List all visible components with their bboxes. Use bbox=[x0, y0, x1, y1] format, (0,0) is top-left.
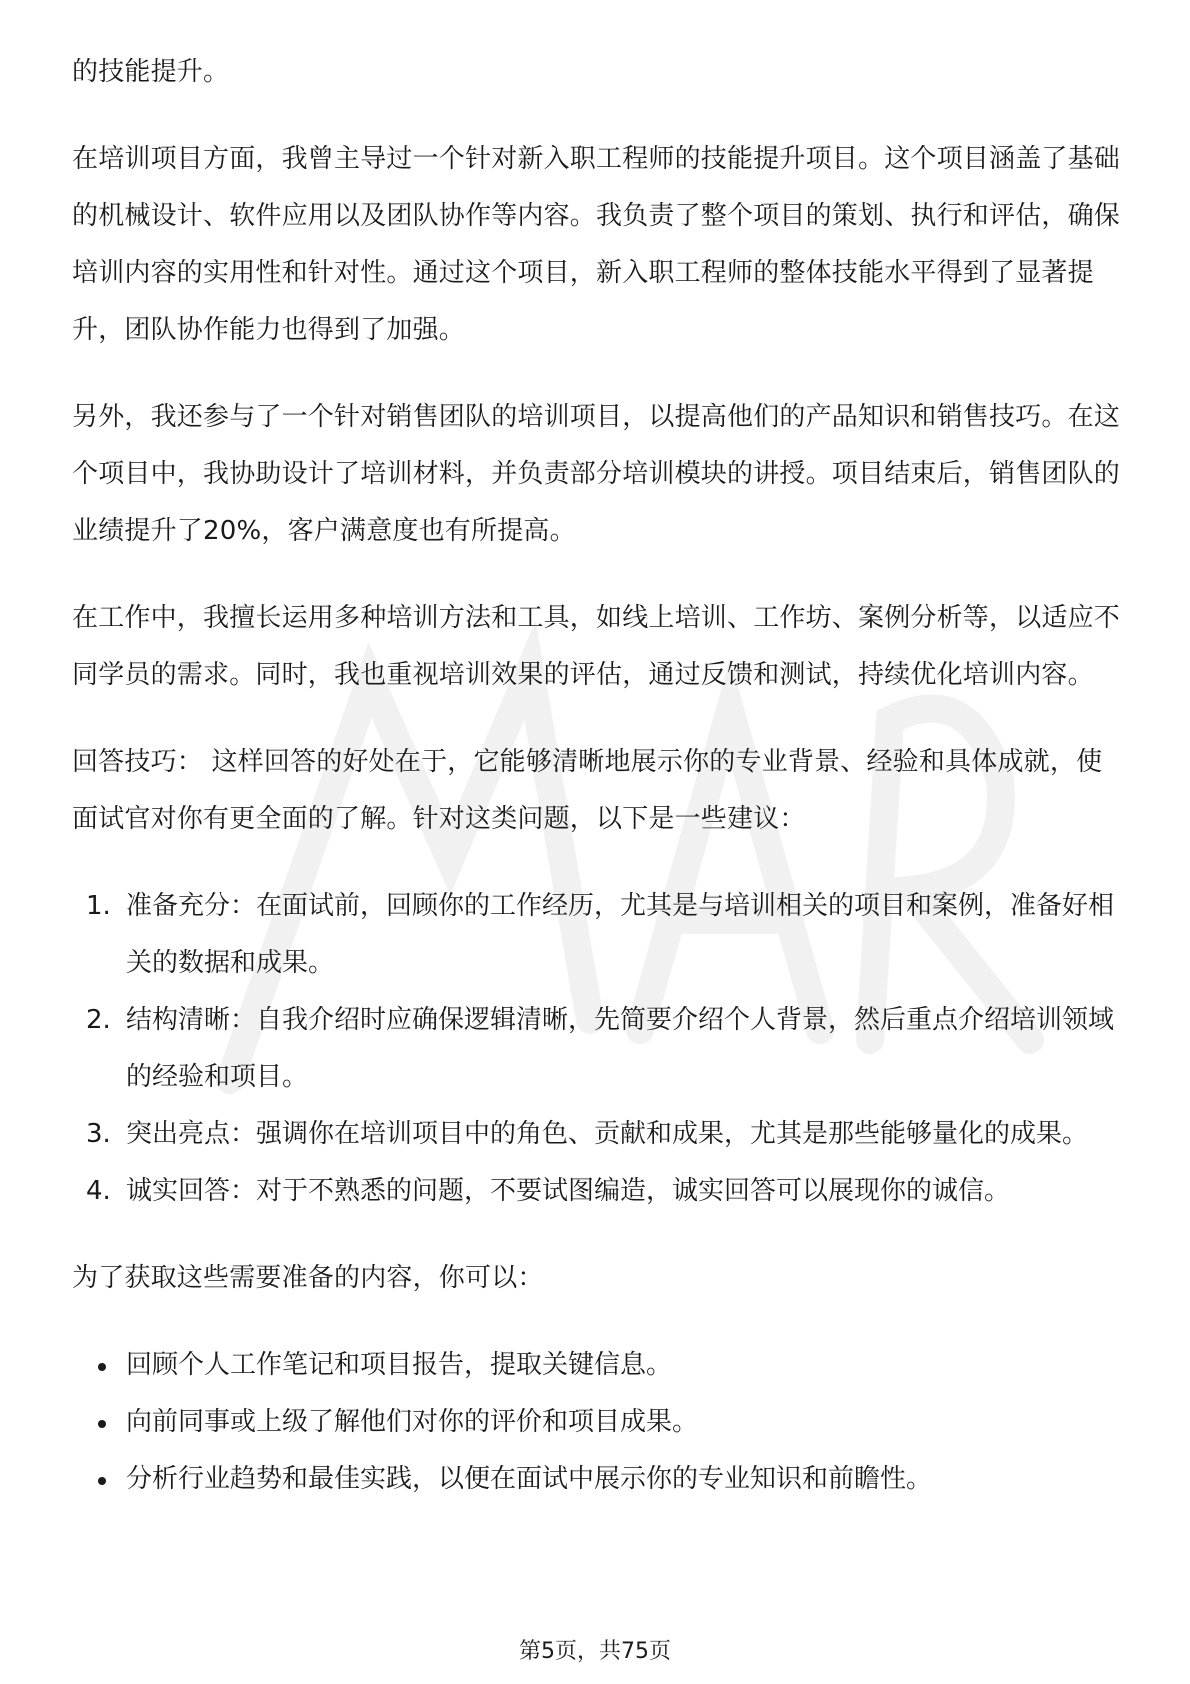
bullet-text: 回顾个人工作笔记和项目报告，提取关键信息。 bbox=[126, 1350, 673, 1380]
list-item-text: 诚实回答：对于不熟悉的问题，不要试图编造，诚实回答可以展现你的诚信。 bbox=[126, 1176, 1011, 1206]
list-item-text: 结构清晰：自我介绍时应确保逻辑清晰，先简要介绍个人背景，然后重点介绍培训领域的经验和项目。 bbox=[126, 1005, 1115, 1092]
bullet-dot-icon bbox=[98, 1420, 106, 1428]
list-item bbox=[72, 1163, 1122, 1220]
list-item-text: 准备充分：在面试前，回顾你的工作经历，尤其是与培训相关的项目和案例，准备好相关的数据和成果。 bbox=[126, 891, 1115, 978]
bullet-dot-icon bbox=[98, 1363, 106, 1371]
bullet-item bbox=[72, 1337, 1122, 1394]
list-item-text: 突出亮点：强调你在培训项目中的角色、贡献和成果，尤其是那些能够量化的成果。 bbox=[126, 1119, 1089, 1149]
paragraph-methods: 在工作中，我擅长运用多种培训方法和工具，如线上培训、工作坊、案例分析等，以适应不同学员的需求。同时，我也重视培训效果的评估，通过反馈和测试，持续优化培训内容。 bbox=[72, 603, 1121, 690]
page-number-footer: 第5页，共75页 bbox=[519, 1639, 671, 1664]
list-number: 2. bbox=[86, 1005, 111, 1035]
list-item bbox=[72, 992, 1122, 1106]
paragraph-engineer-training: 在培训项目方面，我曾主导过一个针对新入职工程师的技能提升项目。这个项目涵盖了基础的机械设计、软件应用以及团队协作等内容。我负责了整个项目的策划、执行和评估，确保培训内容的实用性和针对性。通过这个项目，新入职工程师的整体技能水平得到了显著提升，团队协作能力也得到了加强。 bbox=[72, 144, 1121, 345]
list-item bbox=[72, 1106, 1122, 1163]
bullet-text: 分析行业趋势和最佳实践，以便在面试中展示你的专业知识和前瞻性。 bbox=[126, 1464, 933, 1494]
bullet-item bbox=[72, 1394, 1122, 1451]
bullet-text: 向前同事或上级了解他们对你的评价和项目成果。 bbox=[126, 1407, 699, 1437]
paragraph-answer-tips: 回答技巧： 这样回答的好处在于，它能够清晰地展示你的专业背景、经验和具体成就，使面试官对你有更全面的了解。针对这类问题，以下是一些建议： bbox=[72, 747, 1103, 834]
list-number: 1. bbox=[86, 891, 111, 921]
prep-bullet-list bbox=[72, 1337, 1122, 1508]
list-item bbox=[72, 878, 1122, 992]
list-number: 3. bbox=[86, 1119, 111, 1149]
bullet-dot-icon bbox=[98, 1477, 106, 1485]
document-content bbox=[72, 44, 1122, 1508]
list-number: 4. bbox=[86, 1176, 111, 1206]
paragraph-sales-training: 另外，我还参与了一个针对销售团队的培训项目，以提高他们的产品知识和销售技巧。在这个项目中，我协助设计了培训材料，并负责部分培训模块的讲授。项目结束后，销售团队的业绩提升了20%，客户满意度也有所提高。 bbox=[72, 402, 1121, 546]
paragraph-prep-intro: 为了获取这些需要准备的内容，你可以： bbox=[72, 1263, 544, 1293]
paragraph-continuation: 的技能提升。 bbox=[72, 57, 230, 87]
bullet-item bbox=[72, 1451, 1122, 1508]
tips-list bbox=[72, 878, 1122, 1220]
